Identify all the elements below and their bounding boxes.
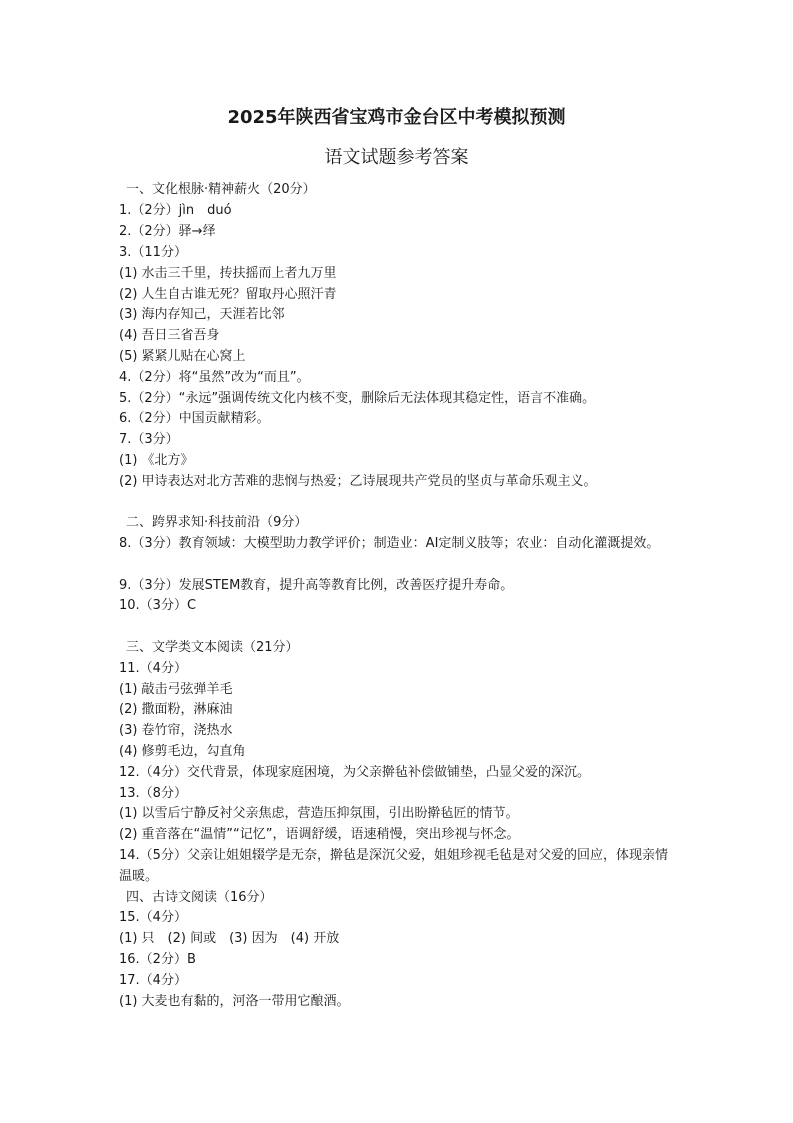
answer-line: (1) 《北方》 <box>119 453 194 468</box>
answer-line: (5) 紧紧儿贴在心窝上 <box>119 349 246 364</box>
section-heading: 三、文学类文本阅读（21分） <box>126 640 299 655</box>
answer-line: 8.（3分）教育领域：大模型助力教学评价；制造业：AI定制义肢等；农业：自动化灌溉提效。 <box>119 536 660 551</box>
answer-line: (2) 重音落在“温情”“记忆”，语调舒缓，语速稍慢，突出珍视与怀念。 <box>119 827 520 842</box>
answer-line: (1) 敲击弓弦弹羊毛 <box>119 682 233 697</box>
answer-line: 1.（2分）jìn duó <box>119 203 232 218</box>
answer-line: 13.（8分） <box>119 786 187 801</box>
answer-line: 11.（4分） <box>119 661 187 676</box>
answer-line: (1) 以雪后宁静反衬父亲焦虑，营造压抑氛围，引出盼擀毡匠的情节。 <box>119 806 519 821</box>
answer-line: 2.（2分）驿→绎 <box>119 224 216 239</box>
answer-line: (3) 海内存知己，天涯若比邻 <box>119 307 285 322</box>
section-heading: 二、跨界求知·科技前沿（9分） <box>126 515 308 530</box>
answer-line: 4.（2分）将“虽然”改为“而且”。 <box>119 370 310 385</box>
page-subtitle: 语文试题参考答案 <box>324 147 469 168</box>
answer-line: (4) 修剪毛边，勾直角 <box>119 744 246 759</box>
answer-line: (2) 人生自古谁无死？留取丹心照汗青 <box>119 287 337 302</box>
answer-line: 12.（4分）交代背景，体现家庭困境，为父亲擀毡补偿做铺垫，凸显父爱的深沉。 <box>119 765 590 780</box>
answer-line: (1) 只 (2) 间或 (3) 因为 (4) 开放 <box>119 931 340 946</box>
answer-line: (2) 甲诗表达对北方苦难的悲悯与热爱；乙诗展现共产党员的坚贞与革命乐观主义。 <box>119 474 597 489</box>
answer-line: 10.（3分）C <box>119 598 197 613</box>
answer-line: (2) 撒面粉，淋麻油 <box>119 702 233 717</box>
answer-line: (4) 吾日三省吾身 <box>119 328 220 343</box>
section-heading: 一、文化根脉·精神薪火（20分） <box>126 182 316 197</box>
answer-line: 6.（2分）中国贡献精彩。 <box>119 411 270 426</box>
answer-line: 7.（3分） <box>119 432 179 447</box>
answer-line: (1) 水击三千里，抟扶摇而上者九万里 <box>119 266 337 281</box>
answer-line: 14.（5分）父亲让姐姐辍学是无奈，擀毡是深沉父爱，姐姐珍视毛毡是对父爱的回应，体现亲情温暖。 <box>119 848 668 884</box>
page-title: 2025年陕西省宝鸡市金台区中考模拟预测 <box>227 107 566 128</box>
answer-line: 15.（4分） <box>119 910 187 925</box>
answer-line: (3) 卷竹帘，浇热水 <box>119 723 233 738</box>
answer-line: 3.（11分） <box>119 245 187 260</box>
answer-line: 9.（3分）发展STEM教育，提升高等教育比例，改善医疗提升寿命。 <box>119 578 514 593</box>
answer-line: (1) 大麦也有黏的，河洛一带用它酿酒。 <box>119 994 350 1009</box>
answer-line: 5.（2分）“永远”强调传统文化内核不变，删除后无法体现其稳定性，语言不准确。 <box>119 391 596 406</box>
section-heading: 四、古诗文阅读（16分） <box>126 890 273 905</box>
answer-line: 16.（2分）B <box>119 952 196 967</box>
answer-line: 17.（4分） <box>119 973 187 988</box>
